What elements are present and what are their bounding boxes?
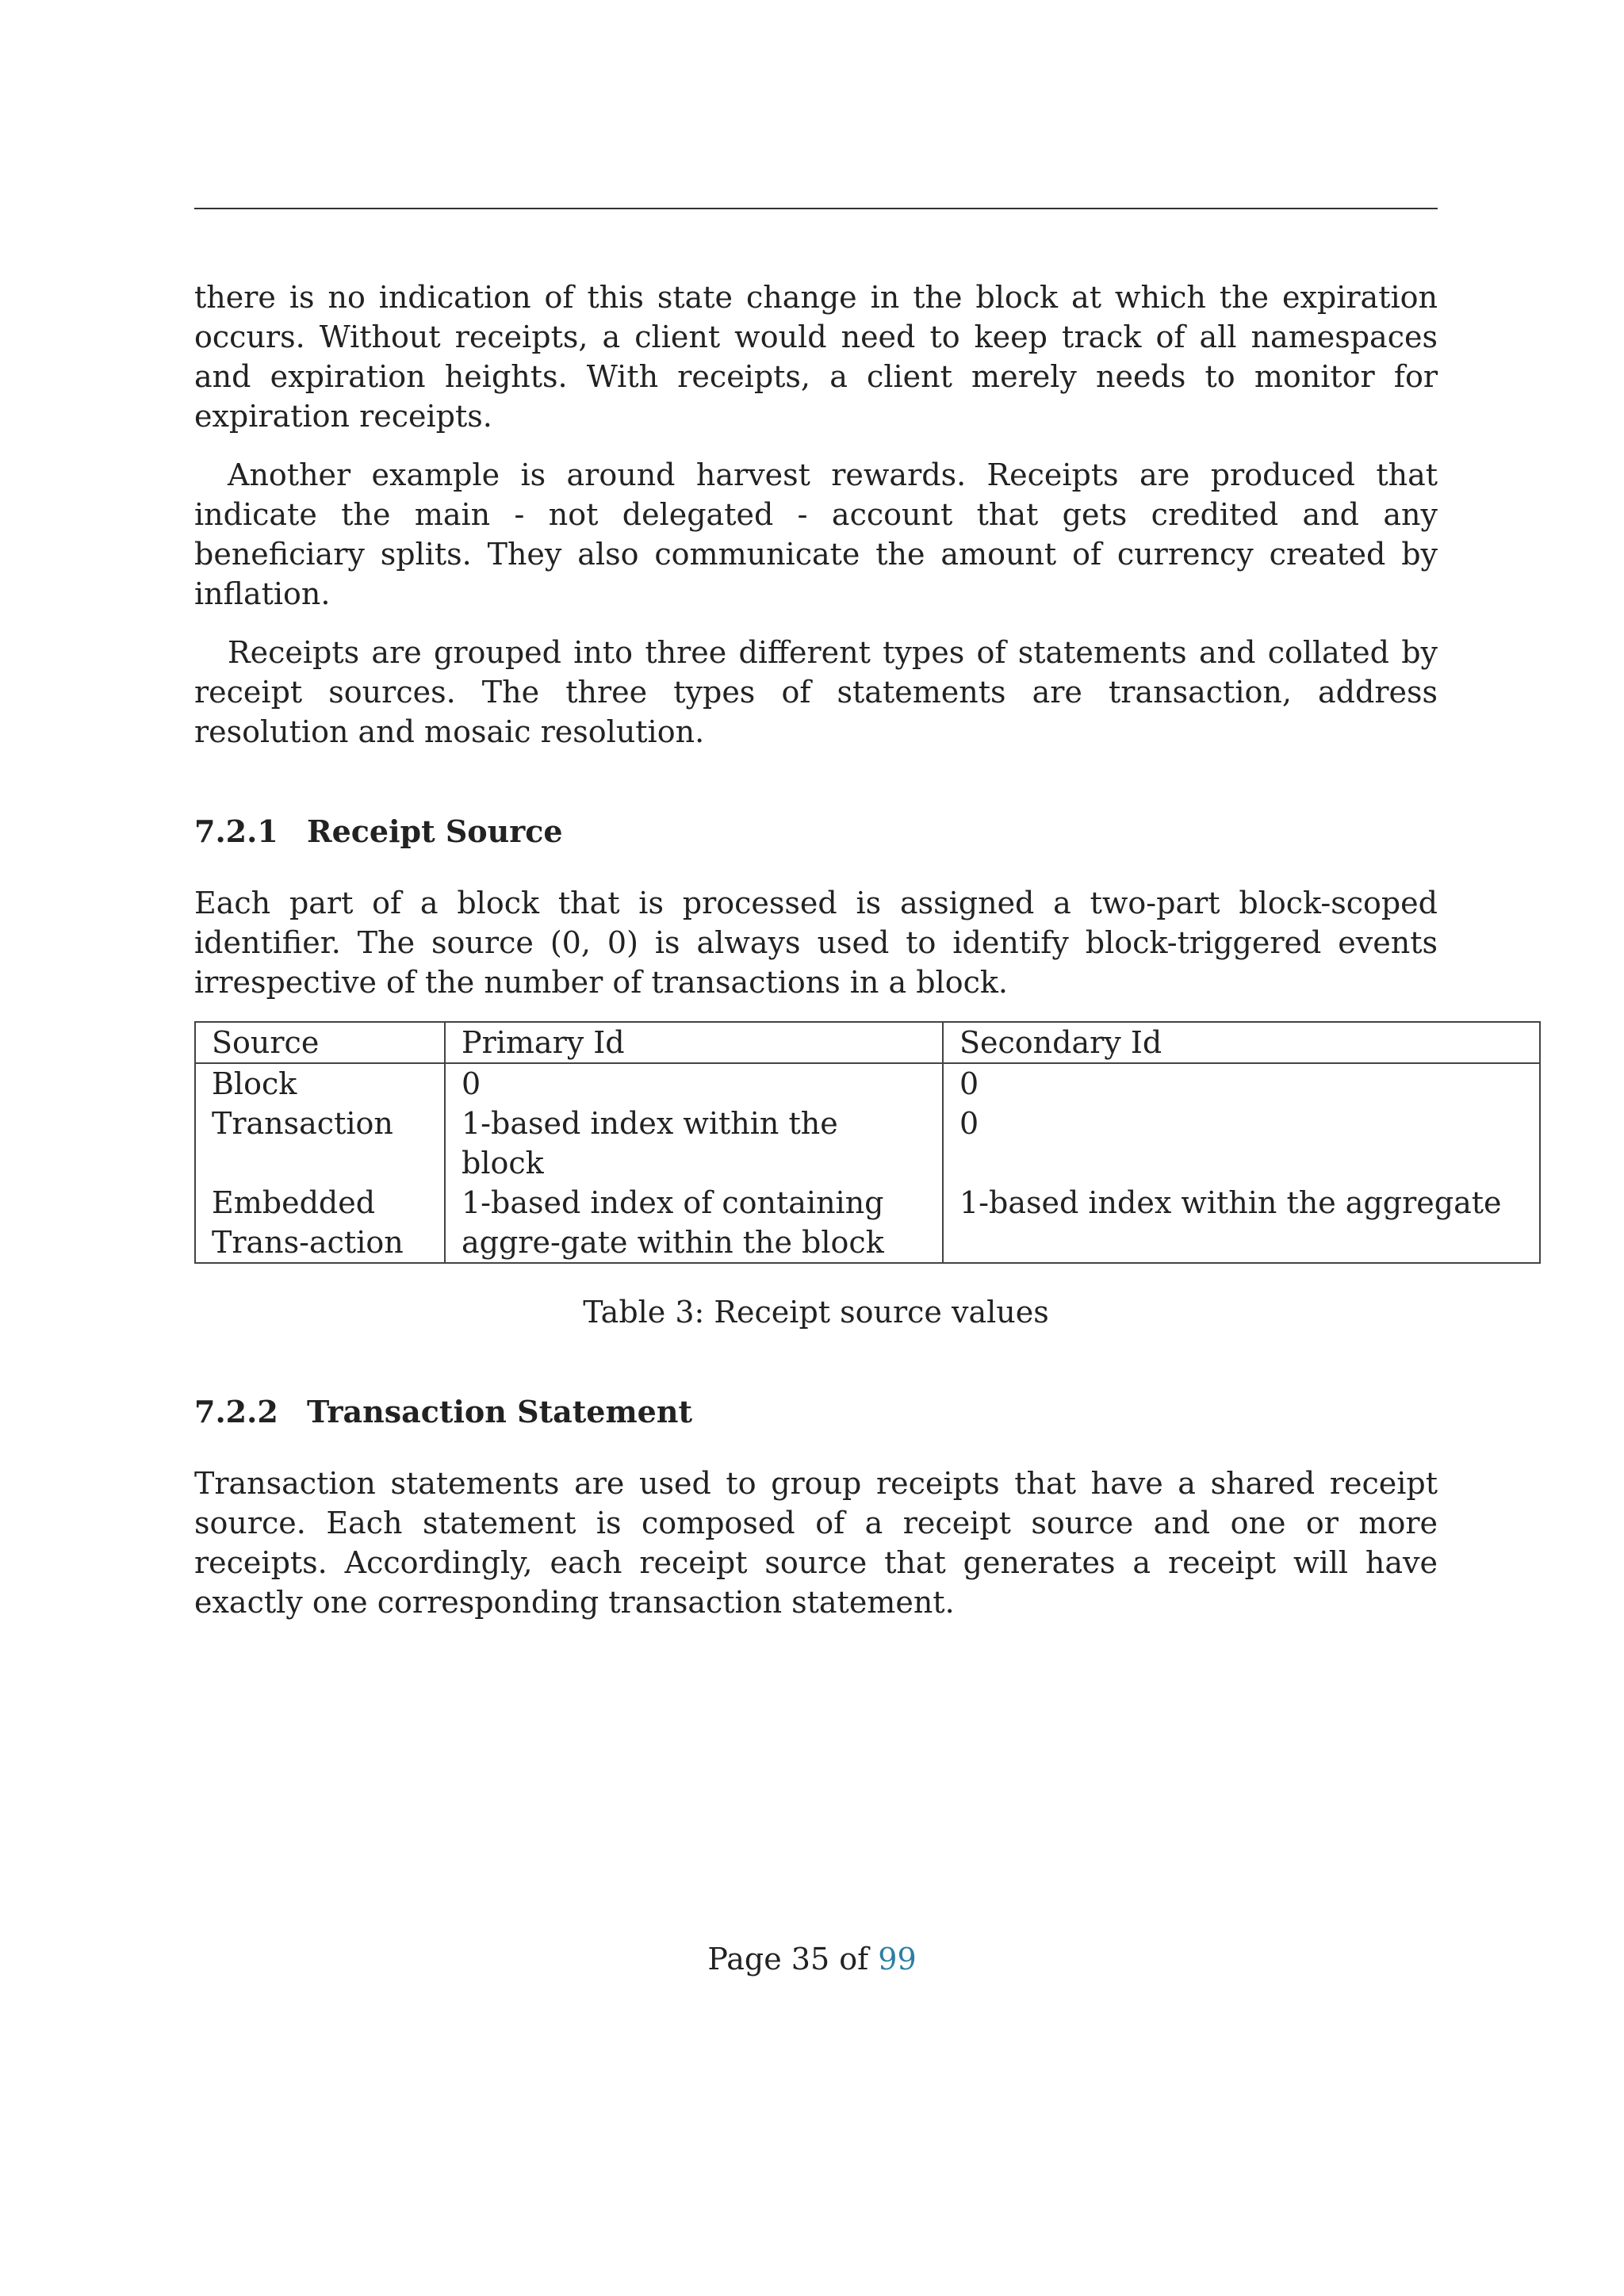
- section-heading-transaction-statement: [194, 1392, 1438, 1432]
- table-header-cell: Source: [195, 1022, 445, 1063]
- page-footer: [0, 1939, 1624, 1979]
- section-number: 7.2.1: [194, 813, 278, 849]
- table-row: [195, 1104, 1540, 1183]
- page-number-label: Page 35 of: [707, 1942, 869, 1976]
- table-cell: 1-based index within the aggregate: [943, 1183, 1540, 1263]
- table-cell: Block: [195, 1063, 445, 1104]
- section-number: 7.2.2: [194, 1394, 278, 1429]
- table-row: [195, 1183, 1540, 1263]
- section-heading-receipt-source: [194, 812, 1438, 851]
- paragraph-harvest-rewards: Another example is around harvest rewards. Receipts are produced that indicate the main - not delegated - account that gets credited and any beneficiary splits. They also communicate the amount of currency created by inflation.: [194, 457, 1438, 611]
- table-cell: 0: [943, 1104, 1540, 1183]
- table-cell: 1-based index within the block: [445, 1104, 943, 1183]
- table-cell: 1-based index of containing aggre-gate within the block: [445, 1183, 943, 1263]
- table-header-row: [195, 1022, 1540, 1063]
- page-content: [194, 277, 1502, 1641]
- table-cell: 0: [943, 1063, 1540, 1104]
- table-caption: Table 3: Receipt source values: [583, 1295, 1049, 1330]
- table-header-cell: Primary Id: [445, 1022, 943, 1063]
- table-cell: 0: [445, 1063, 943, 1104]
- header-rule: [194, 208, 1438, 209]
- section-title: Transaction Statement: [307, 1394, 693, 1429]
- table-cell: Transaction: [195, 1104, 445, 1183]
- table-cell: Embedded Trans-action: [195, 1183, 445, 1263]
- paragraph-statements: Receipts are grouped into three different types of statements and collated by receipt sources. The three types of statements are transaction, address resolution and mosaic resolution.: [194, 635, 1438, 749]
- table-row: [195, 1063, 1540, 1104]
- receipt-source-table: [194, 1021, 1541, 1264]
- section-title: Receipt Source: [307, 813, 563, 849]
- page-total-link[interactable]: 99: [878, 1942, 917, 1976]
- table-header-cell: Secondary Id: [943, 1022, 1540, 1063]
- paragraph-transaction-statement: Transaction statements are used to group receipts that have a shared receipt source. Each statement is composed of a receipt source and one or more receipts. Accordingly, each receipt source that generates a receipt will have exactly one corresponding transaction statement.: [194, 1466, 1438, 1620]
- paragraph-receipt-source: Each part of a block that is processed is assigned a two-part block-scoped identifier. The source (0, 0) is always used to identify block-triggered events irrespective of the number of transactions in a block.: [194, 886, 1438, 1000]
- paragraph-expiration: there is no indication of this state change in the block at which the expiration occurs. Without receipts, a client would need to keep track of all namespaces and expiration heights. With receipts, a client merely needs to monitor for expiration receipts.: [194, 280, 1438, 434]
